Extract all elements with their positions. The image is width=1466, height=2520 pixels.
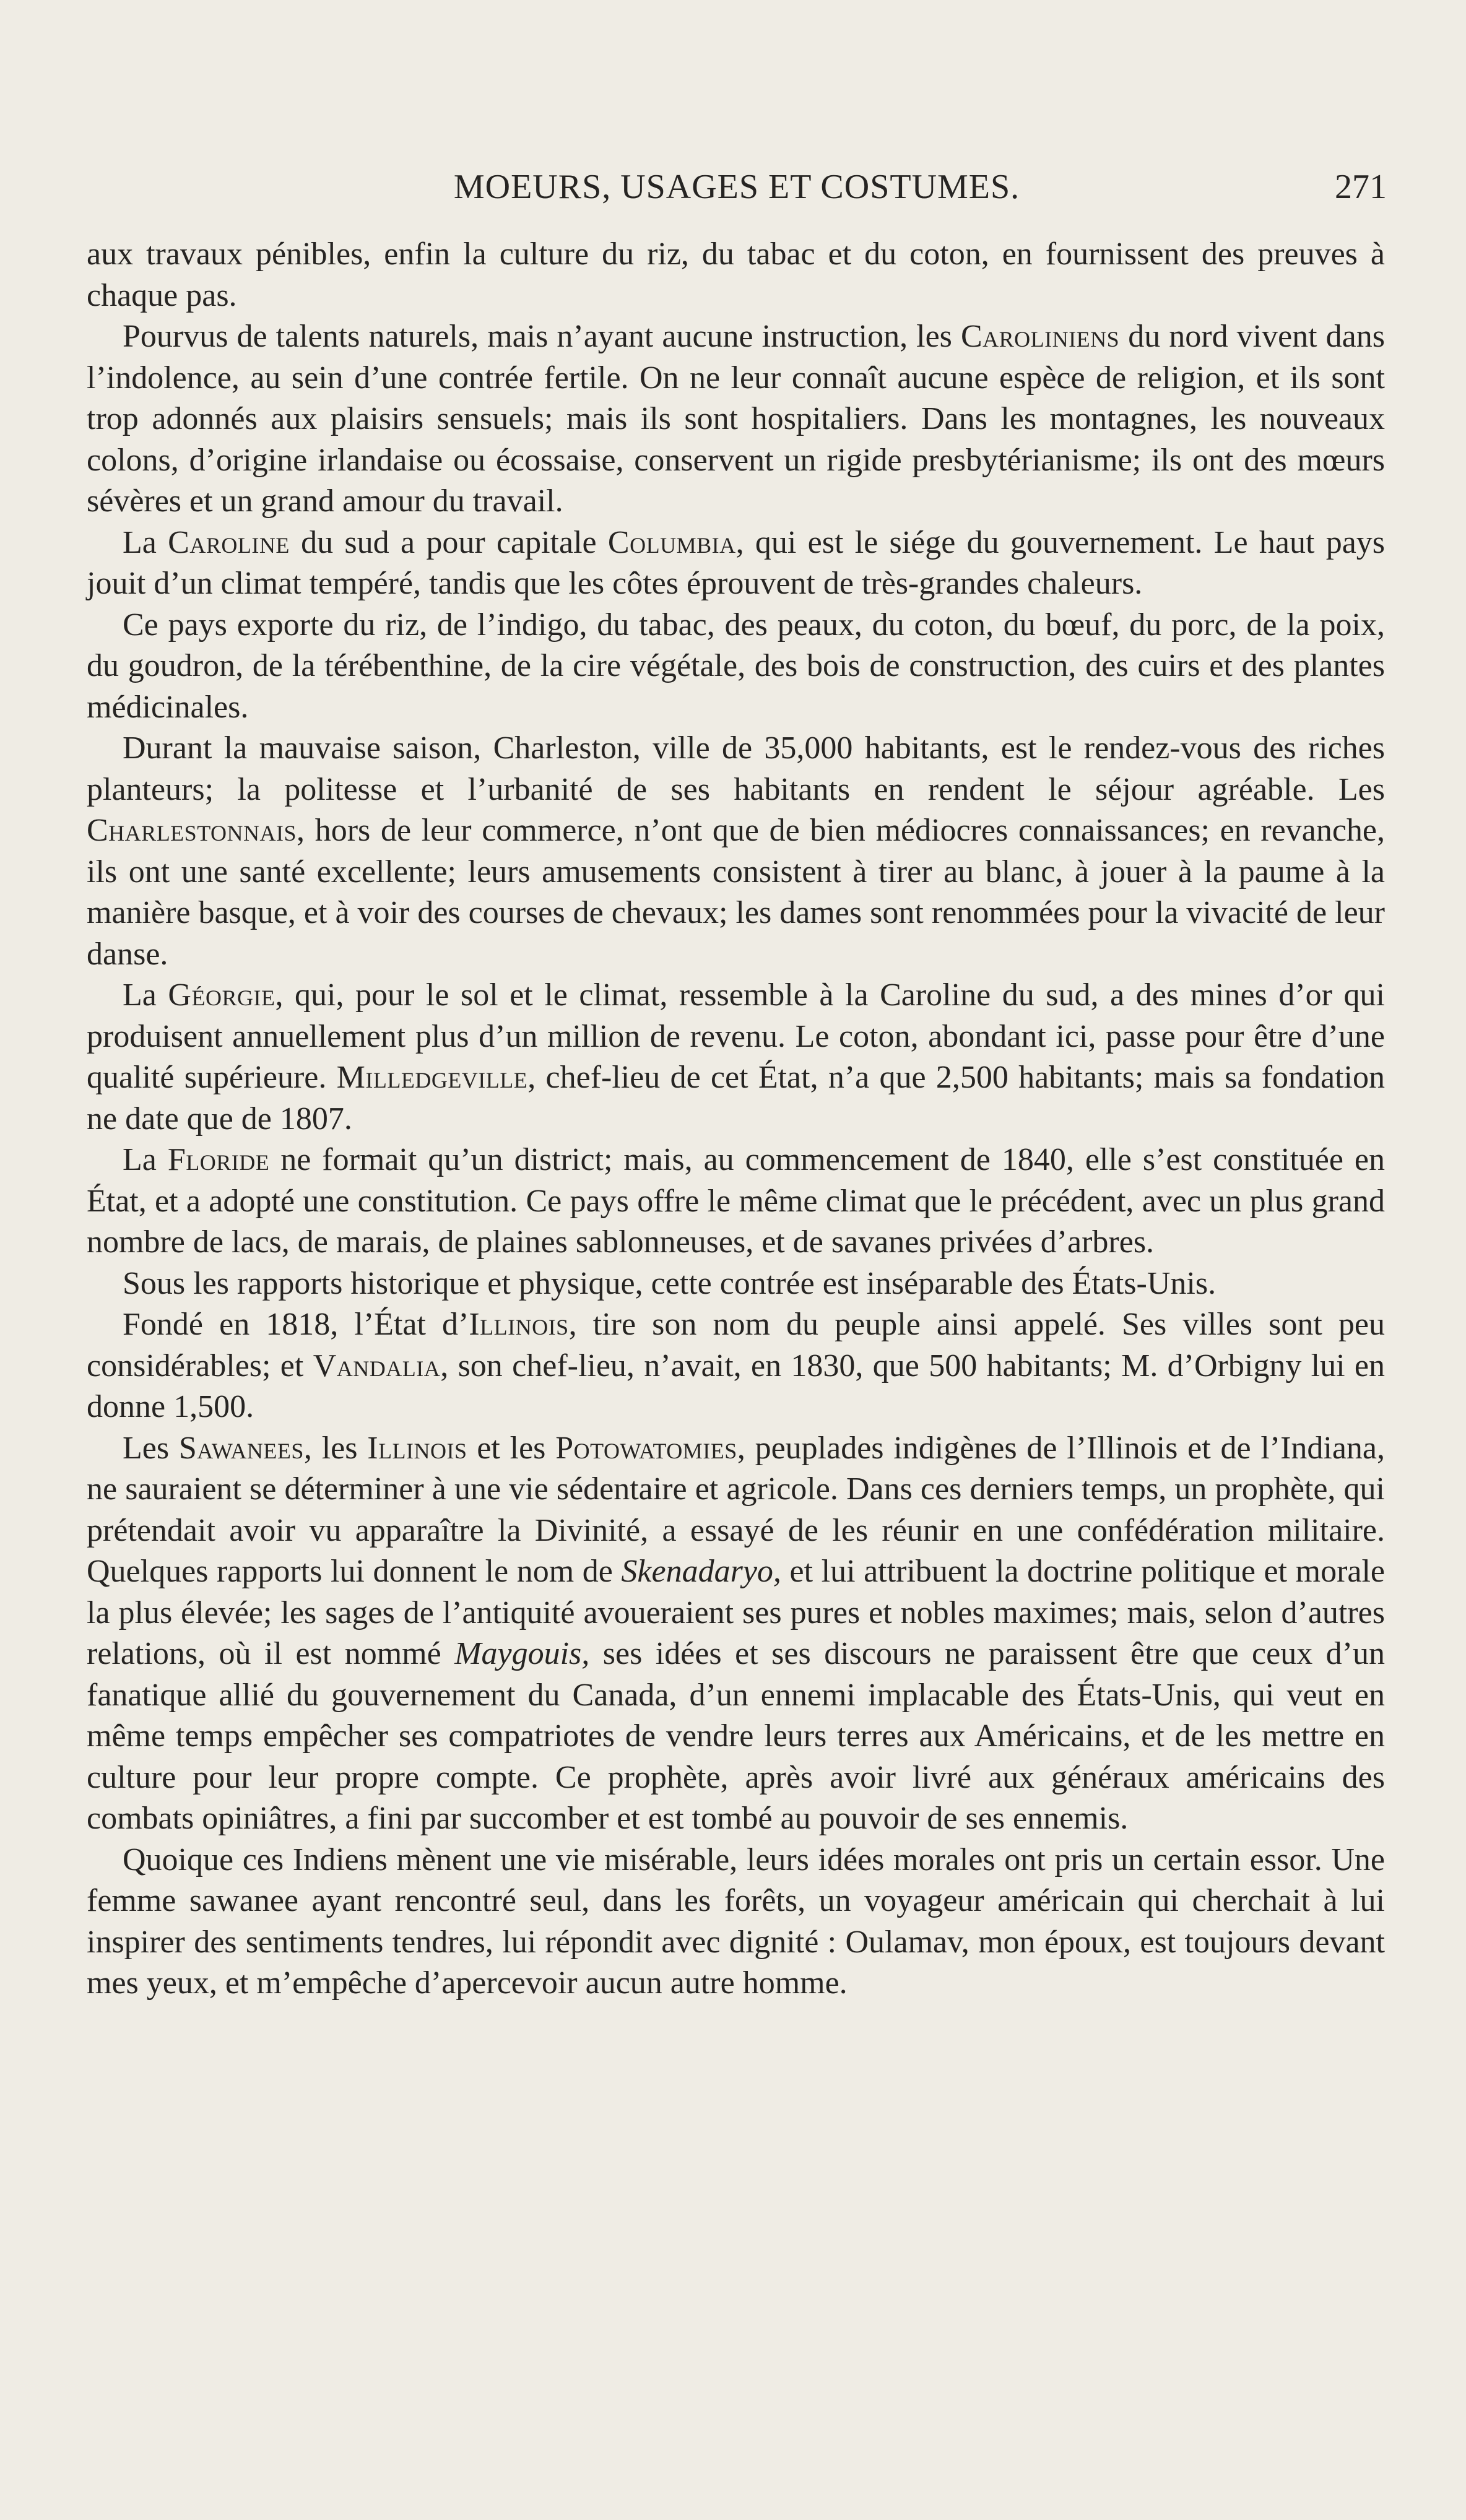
text-span: , qui, pour le sol et le climat, ressemble à la Caroline du sud, a des mines d’or qui produisent annuellement plus d’un million de revenu. Le coton, abondant ici, passe pour être d’une qualité supérieure. bbox=[87, 977, 1385, 1095]
paragraph-3 bbox=[87, 522, 1385, 605]
running-title: MOEURS, USAGES ET COSTUMES. bbox=[453, 168, 1020, 206]
term-skenadaryo: Skenadaryo, bbox=[621, 1554, 781, 1589]
text-span: , hors de leur commerce, n’ont que de bien médiocres connaissances; en revanche, ils ont une santé excellente; leurs amusements consistent à tirer au blanc, à jouer à la paume à la manière basque, et à voir des courses de chevaux; les dames sont renommées pour la vivacité de leur danse. bbox=[87, 813, 1385, 972]
text-span: , tire son nom du peuple ainsi appelé. Ses villes sont peu considérables; et bbox=[87, 1307, 1385, 1383]
text-span: , qui est le siége du gouvernement. Le haut pays jouit d’un climat tempéré, tandis que les côtes éprouvent de très-grandes chaleurs. bbox=[87, 524, 1386, 601]
term-milledgeville: Milledgeville bbox=[336, 1060, 528, 1095]
paragraph-5 bbox=[87, 728, 1385, 975]
paragraph-11 bbox=[87, 1840, 1385, 2004]
text-span: aux travaux pénibles, enfin la culture du riz, du tabac et du coton, en fournissent des preuves à chaque pas. bbox=[87, 236, 1385, 313]
text-span: du nord vivent dans l’indolence, au sein d’une contrée fertile. On ne leur connaît aucune espèce de religion, et ils sont trop adonnés aux plaisirs sensuels; mais ils sont hospitaliers. Dans les montagnes, les nouveaux colons, d’origine irlandaise ou écossaise, conservent un rigide presbytérianisme; ils ont des mœurs sévères et un grand amour du travail. bbox=[87, 319, 1385, 519]
term-sawanees: Sawanees bbox=[178, 1430, 304, 1466]
paragraph-1 bbox=[87, 234, 1385, 316]
paragraph-10 bbox=[87, 1428, 1385, 1840]
paragraph-2 bbox=[87, 316, 1385, 522]
term-georgie: Géorgie bbox=[168, 977, 275, 1013]
paragraph-7 bbox=[87, 1140, 1385, 1263]
page-header bbox=[87, 162, 1387, 212]
term-floride: Floride bbox=[167, 1142, 270, 1177]
text-span: et lui attribuent la doctrine politique et morale la plus élevée; les sages de l’antiquité avoueraient ses pures et nobles maximes; mais, selon d’autres relations, où il est nommé bbox=[87, 1554, 1385, 1671]
term-vandalia: Vandalia bbox=[313, 1348, 441, 1383]
term-columbia: Columbia bbox=[607, 524, 736, 560]
text-span: Ce pays exporte du riz, de l’indigo, du tabac, des peaux, du coton, du bœuf, du porc, de la poix, du goudron, de la térébenthine, de la cire végétale, des bois de construction, des cuirs et des plantes médicinales. bbox=[87, 607, 1385, 725]
term-illinois: Illinois bbox=[469, 1307, 569, 1342]
text-span: ne formait qu’un district; mais, au commencement de 1840, elle s’est constituée en État, et a adopté une constitution. Ce pays offre le même climat que le précédent, avec un plus grand nombre de lacs, de marais, de plaines sablonneuses, et de savanes privées d’arbres. bbox=[87, 1142, 1386, 1260]
body-text bbox=[87, 234, 1385, 2004]
text-span: Quoique ces Indiens mènent une vie misérable, leurs idées morales ont pris un certain essor. Une femme sawanee ayant rencontré seul, dans les forêts, un voyageur américain qui cherchait à lui inspirer des sentiments tendres, lui répondit avec dignité : Oulamav, mon époux, est toujours devant mes yeux, et m’empêche d’apercevoir aucun autre homme. bbox=[87, 1842, 1385, 2001]
text-span: Sous les rapports historique et physique, cette contrée est inséparable des États-Unis. bbox=[123, 1265, 1217, 1301]
text-span: Pourvus de talents naturels, mais n’ayant aucune instruction, les bbox=[123, 319, 961, 354]
paragraph-4 bbox=[87, 605, 1385, 729]
paragraph-6 bbox=[87, 975, 1385, 1140]
text-span: Durant la mauvaise saison, Charleston, ville de 35,000 habitants, est le rendez-vous des riches planteurs; la politesse et l’urbanité de ses habitants en rendent le séjour agréable. Les bbox=[87, 730, 1385, 807]
page-number: 271 bbox=[1335, 168, 1387, 206]
paragraph-9 bbox=[87, 1304, 1385, 1428]
term-caroline: Caroline bbox=[168, 524, 290, 560]
text-span: , chef-lieu de cet État, n’a que 2,500 habitants; mais sa fondation ne date que de 1807. bbox=[87, 1060, 1385, 1137]
text-span: et les bbox=[467, 1430, 556, 1466]
text-span: Les bbox=[123, 1430, 179, 1466]
paragraph-8 bbox=[87, 1263, 1385, 1305]
term-potowatomies: Potowatomies bbox=[555, 1430, 737, 1466]
text-span: , son chef-lieu, n’avait, en 1830, que 500 habitants; M. d’Orbigny lui en donne 1,500. bbox=[87, 1348, 1385, 1424]
term-caroliniens: Caroliniens bbox=[960, 319, 1120, 354]
term-charlestonnais: Charlestonnais bbox=[87, 813, 297, 848]
text-span: , les bbox=[303, 1430, 368, 1466]
text-span: ses idées et ses discours ne paraissent être que ceux d’un fanatique allié du gouvernement du Canada, d’un ennemi implacable des États-Unis, qui veut en même temps empêcher ses compatriotes de vendre leurs terres aux Américains, et de les mettre en culture pour leur propre compte. Ce prophète, après avoir livré aux généraux américains des combats opiniâtres, a fini par succomber et est tombé au pouvoir de ses ennemis. bbox=[87, 1636, 1385, 1836]
text-span: , peuplades indigènes de l’Illinois et de l’Indiana, ne sauraient se déterminer à une vie sédentaire et agricole. Dans ces derniers temps, un prophète, qui prétendait avoir vu apparaître la Divinité, a essayé de les réunir en une confédération militaire. Quelques rapports lui donnent le nom de bbox=[87, 1430, 1386, 1589]
text-span: du sud a pour capitale bbox=[289, 524, 608, 560]
term-illinois-people: Illinois bbox=[367, 1430, 467, 1466]
term-maygouis: Maygouis, bbox=[454, 1636, 590, 1671]
text-span: La bbox=[123, 977, 168, 1013]
text-span: La bbox=[123, 524, 168, 560]
text-span: Fondé en 1818, l’État d’ bbox=[123, 1307, 469, 1342]
text-span: La bbox=[123, 1142, 168, 1177]
